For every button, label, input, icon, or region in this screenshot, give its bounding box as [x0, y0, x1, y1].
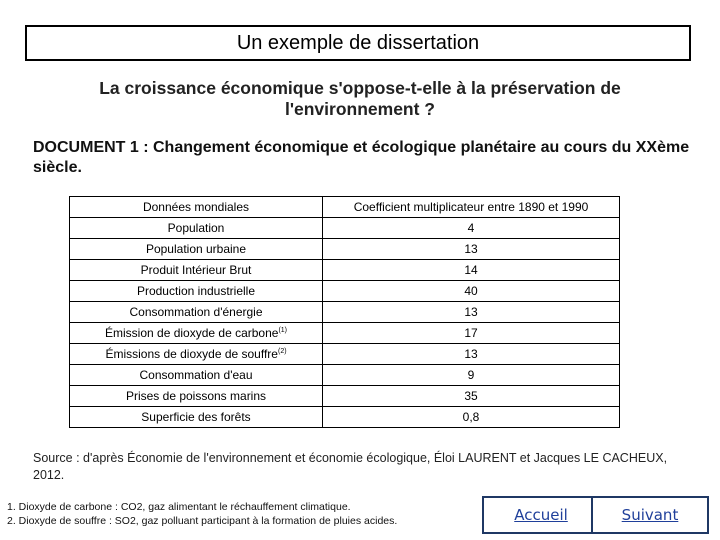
row-label-text: Consommation d'eau: [139, 368, 253, 382]
row-label-text: Émissions de dioxyde de souffre: [105, 347, 278, 361]
row-value: 35: [323, 386, 620, 407]
table-row: [70, 302, 620, 323]
row-label-text: Superficie des forêts: [141, 410, 251, 424]
next-button-label: Suivant: [621, 506, 679, 524]
row-value: 40: [323, 281, 620, 302]
page-title-text: Un exemple de dissertation: [236, 31, 480, 54]
table-row: [70, 323, 620, 344]
row-value: 9: [323, 365, 620, 386]
row-label: [70, 218, 323, 239]
row-label-text: Produit Intérieur Brut: [140, 263, 252, 277]
column-header: Coefficient multiplicateur entre 1890 et 1990: [323, 197, 620, 218]
row-label-text: Production industrielle: [136, 284, 256, 298]
table-row: [70, 239, 620, 260]
row-label: [70, 344, 323, 365]
row-value: 13: [323, 302, 620, 323]
footnotes: [7, 500, 467, 528]
row-label: [70, 323, 323, 344]
table-row: [70, 365, 620, 386]
dissertation-question: La croissance économique s'oppose-t-elle à la préservation de l'environnement ?: [99, 78, 621, 119]
row-label: [70, 407, 323, 428]
data-table: [69, 196, 620, 428]
table-row: [70, 218, 620, 239]
row-label: [70, 281, 323, 302]
footnote: 2. Dioxyde de souffre : SO2, gaz polluant participant à la formation de pluies acides.: [7, 515, 398, 527]
row-label-text: Population urbaine: [145, 242, 247, 256]
table-header-row: [70, 197, 620, 218]
home-button-label: Accueil: [514, 506, 568, 524]
table-row: [70, 344, 620, 365]
footnote: 1. Dioxyde de carbone : CO2, gaz alimentant le réchauffement climatique.: [7, 501, 351, 513]
home-button[interactable]: [482, 496, 600, 534]
row-label-text: Émission de dioxyde de carbone: [105, 326, 279, 340]
table-row: [70, 281, 620, 302]
row-label: [70, 365, 323, 386]
table-row: [70, 260, 620, 281]
footnote-marker: (2): [277, 348, 287, 355]
document-heading: DOCUMENT 1 : Changement économique et écologique planétaire au cours du XXème siècle.: [33, 139, 690, 176]
next-button[interactable]: [591, 496, 709, 534]
footnote-marker: (1): [278, 327, 287, 334]
row-value: 0,8: [323, 407, 620, 428]
column-header: Données mondiales: [70, 197, 323, 218]
row-label: [70, 302, 323, 323]
row-value: 13: [323, 239, 620, 260]
row-value: 17: [323, 323, 620, 344]
row-label-text: Consommation d'énergie: [129, 305, 263, 319]
table-row: [70, 386, 620, 407]
source-citation: Source : d'après Économie de l'environnement et économie écologique, Éloi LAURENT et Jacques LE CACHEUX, 2012.: [33, 451, 668, 482]
page-title: [25, 25, 691, 61]
table-row: [70, 407, 620, 428]
row-label-text: Prises de poissons marins: [125, 389, 267, 403]
row-label: [70, 386, 323, 407]
row-value: 13: [323, 344, 620, 365]
row-label-text: Population: [167, 221, 225, 235]
row-value: 14: [323, 260, 620, 281]
row-label: [70, 260, 323, 281]
row-label: [70, 239, 323, 260]
row-value: 4: [323, 218, 620, 239]
